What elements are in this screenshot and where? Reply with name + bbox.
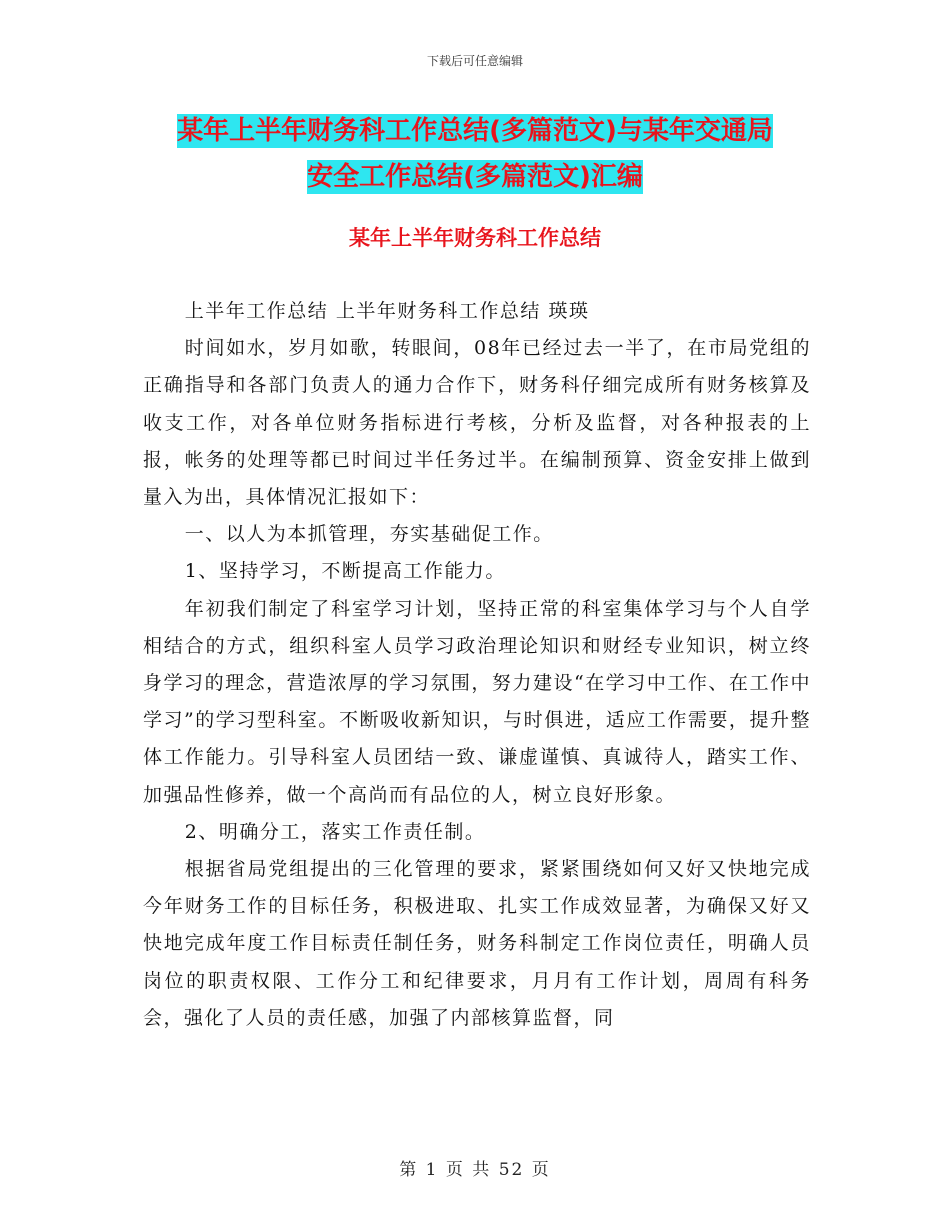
paragraph: 根据省局党组提出的三化管理的要求，紧紧围绕如何又好又快地完成今年财务工作的目标任务，积极进取、扎实工作成效显著，为确保又好又快地完成年度工作目标责任制任务，财务科制定工作岗位责任，明确人员岗位的职责权限、工作分工和纪律要求，月月有工作计划，周周有科务会，强化了人员的责任感，加强了内部核算监督，同 [143,858,811,1029]
page-number-footer: 第 1 页 共 52 页 [399,1160,551,1180]
document-title [140,108,810,200]
document-body [143,293,811,1037]
paragraph: 时间如水，岁月如歌，转眼间，08年已经过去一半了，在市局党组的正确指导和各部门负责人的通力合作下，财务科仔细完成所有财务核算及收支工作，对各单位财务指标进行考核，分析及监督，对各种报表的上报，帐务的处理等都已时间过半任务过半。在编制预算、资金安排上做到量入为出，具体情况汇报如下： [143,337,811,509]
paragraph: 年初我们制定了科室学习计划，坚持正常的科室集体学习与个人自学相结合的方式，组织科室人员学习政治理论知识和财经专业知识，树立终身学习的理念，营造浓厚的学习氛围，努力建设“在学习中工作、在工作中学习”的学习型科室。不断吸收新知识，与时俱进，适应工作需要，提升整体工作能力。引导科室人员团结一致、谦虚谨慎、真诚待人，踏实工作、加强品性修养，做一个高尚而有品位的人，树立良好形象。 [143,597,811,806]
title-highlight: 安全工作总结(多篇范文)汇编 [307,162,643,192]
page-header-note: 下载后可任意编辑 [426,54,523,68]
section-title: 某年上半年财务科工作总结 [349,226,601,250]
paragraph: 一、以人为本抓管理，夯实基础促工作。 [184,523,554,546]
paragraph: 上半年工作总结 上半年财务科工作总结 瑛瑛 [184,300,590,322]
title-highlight: 某年上半年财务科工作总结(多篇范文)与某年交通局 [177,116,773,146]
document-title-line-2 [140,154,810,200]
document-title-line-1 [140,108,810,154]
paragraph: 1、坚持学习，不断提高工作能力。 [184,560,506,583]
paragraph: 2、明确分工，落实工作责任制。 [184,820,486,843]
